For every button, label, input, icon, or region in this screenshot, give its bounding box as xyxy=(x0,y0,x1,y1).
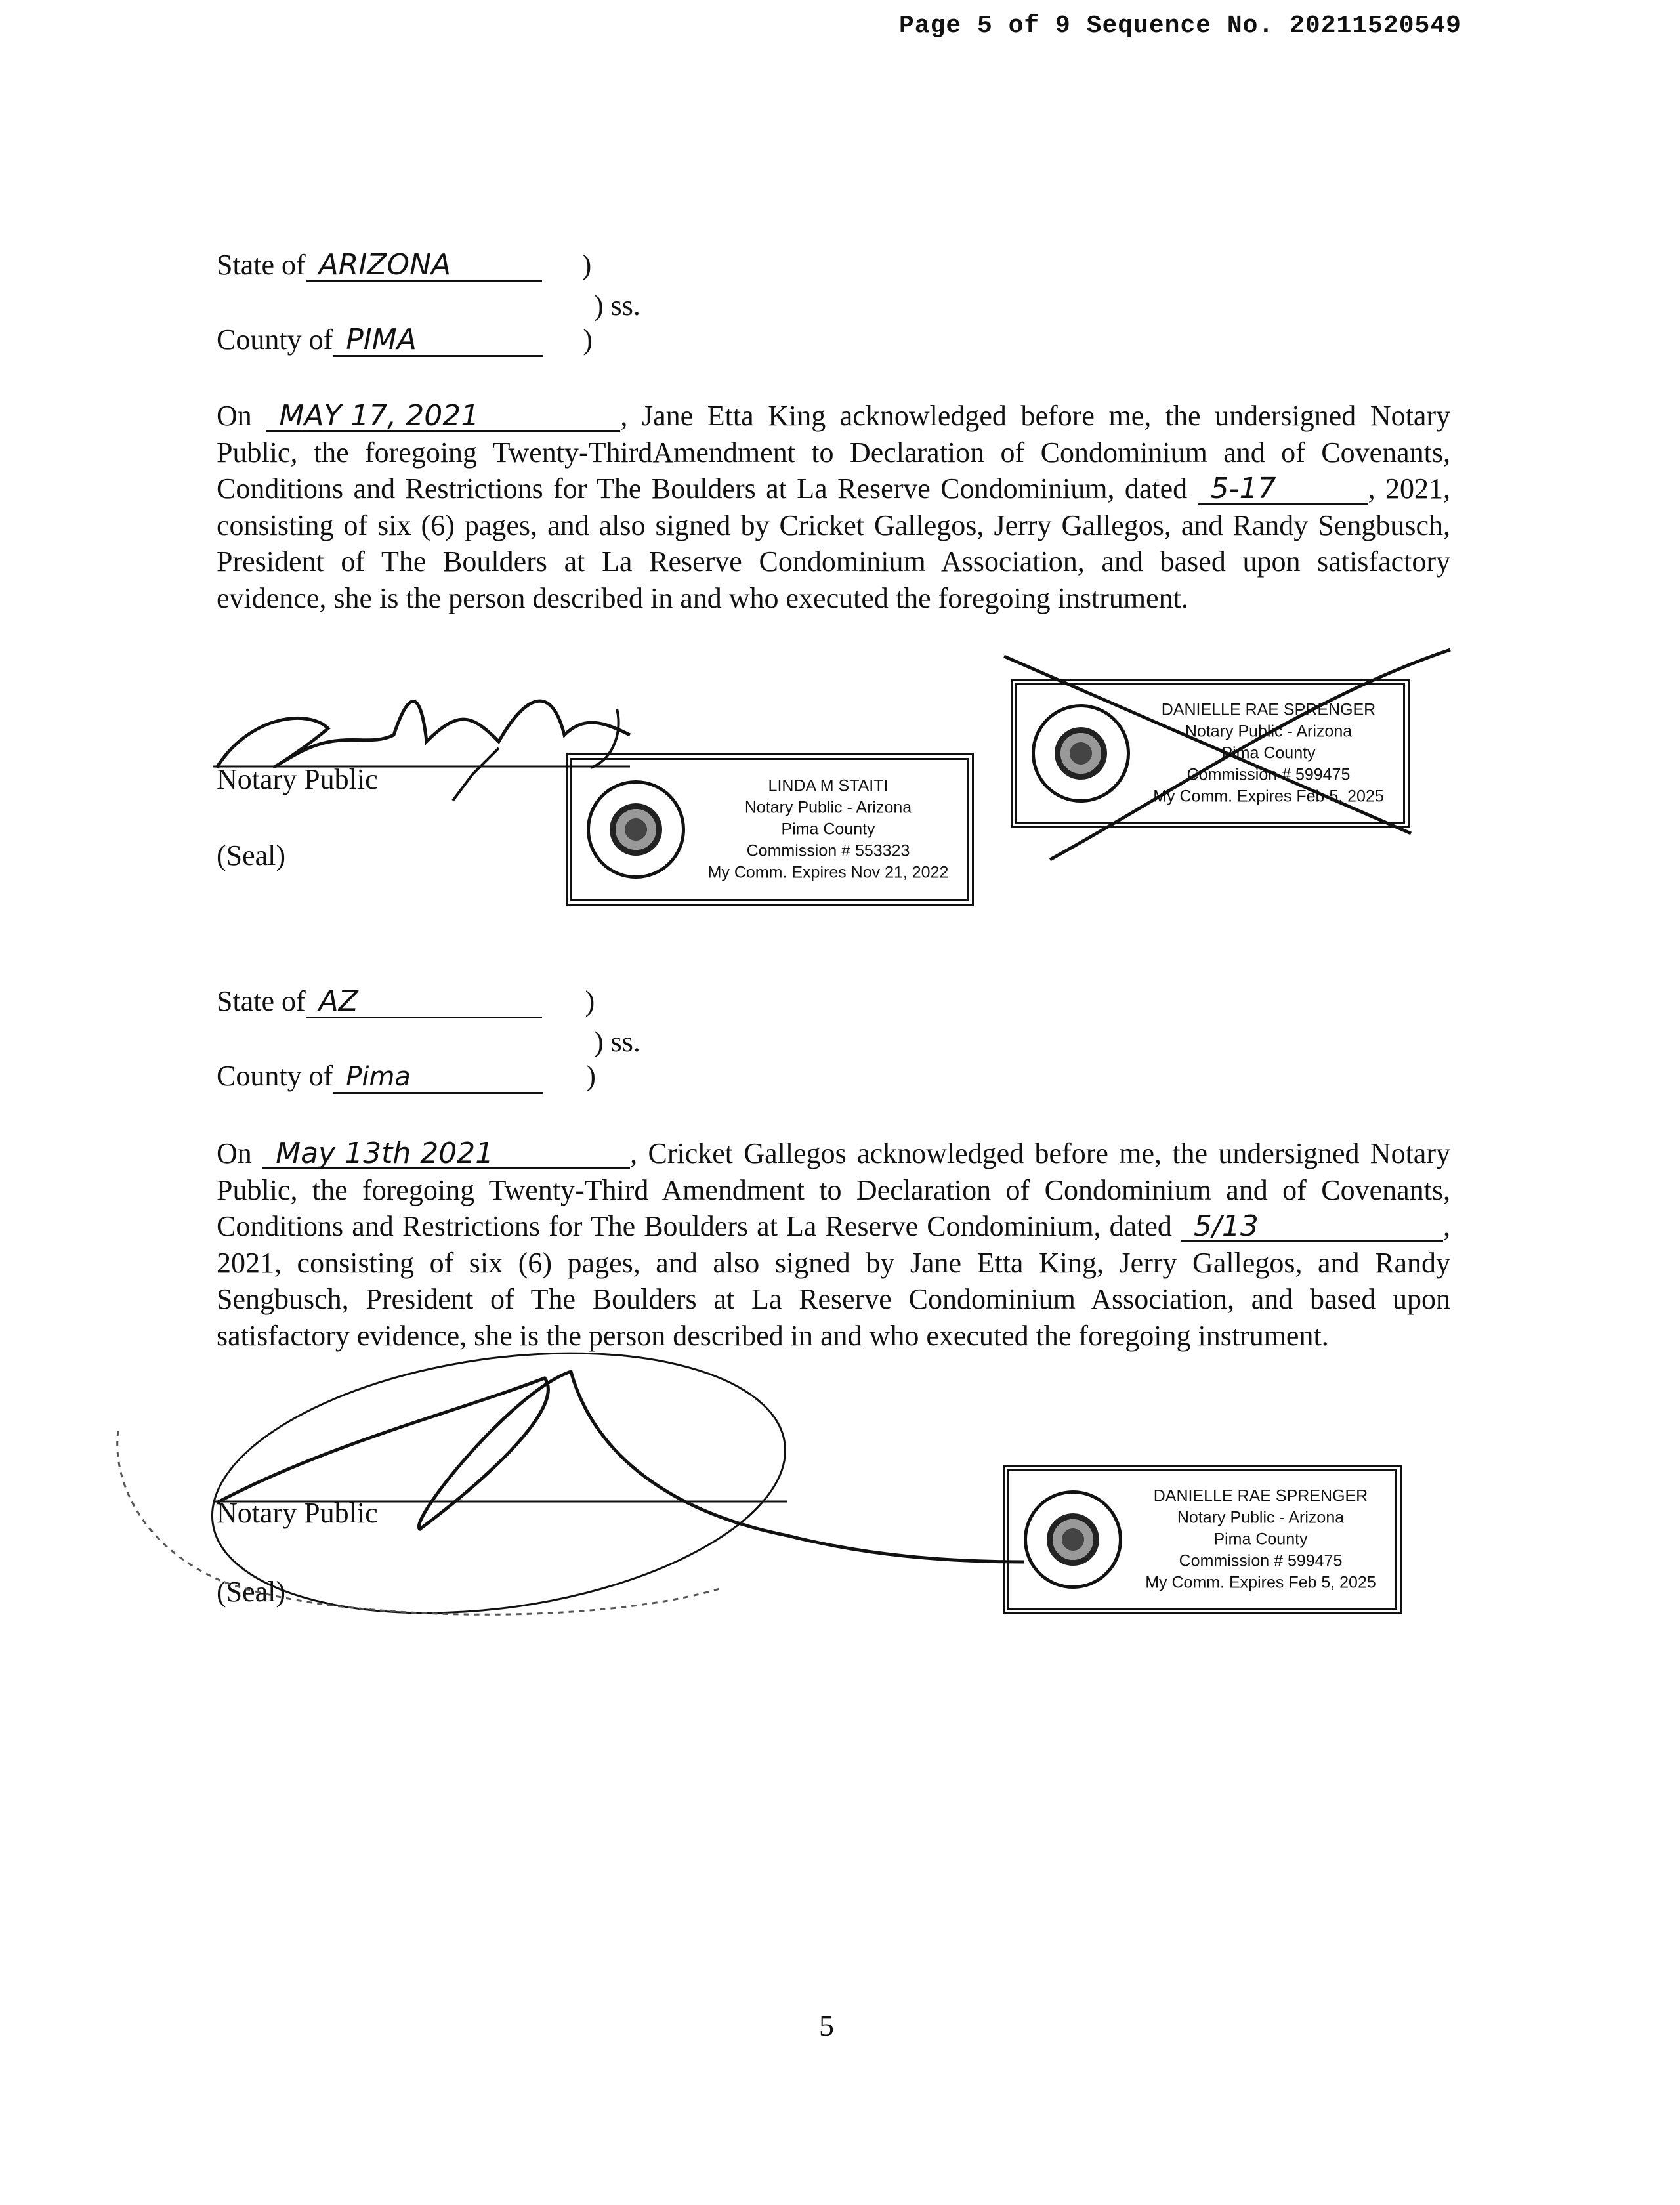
paren: ) xyxy=(581,249,592,281)
state-value: AZ xyxy=(306,984,542,1018)
county-label: County of xyxy=(217,1060,333,1092)
page-number: 5 xyxy=(819,2009,834,2042)
on-label: On xyxy=(217,1137,252,1169)
stamp-text: LINDA M STAITI Notary Public - Arizona Pima County Commission # 553323 My Comm. Expires Nov 21, 2022 xyxy=(707,776,949,882)
state-label: State of xyxy=(217,249,306,281)
county-line-1 xyxy=(217,323,593,357)
seal-label-1: (Seal) xyxy=(217,839,286,872)
county-value: Pima xyxy=(333,1060,543,1094)
dated-value: 5/13 xyxy=(1181,1211,1443,1242)
state-label: State of xyxy=(217,985,306,1017)
paragraph-text-a: , Cricket Gallegos acknowledged before me, the undersigned Notary Public, the foregoing Twenty-Third Amendment to Declaration of Condominium and of Covenants, Conditions and Restrictions for The Boulders at La Reserve Condominium, dated xyxy=(217,1137,1450,1242)
state-value: ARIZONA xyxy=(306,248,542,282)
dated-value: 5-17 xyxy=(1198,473,1368,505)
notary-stamp-staiti xyxy=(566,753,974,906)
notary-public-label-1: Notary Public xyxy=(217,763,378,795)
paren: ) xyxy=(583,324,593,356)
great-seal-icon xyxy=(587,780,685,879)
acknowledgment-paragraph-2 xyxy=(217,1135,1450,1354)
date-value: MAY 17, 2021 xyxy=(266,400,620,432)
notary-public-label-2: Notary Public xyxy=(217,1497,378,1529)
ss-label: ) ss. xyxy=(594,1026,640,1058)
date-value: May 13th 2021 xyxy=(262,1138,630,1169)
paren: ) xyxy=(585,985,595,1017)
on-label: On xyxy=(217,400,252,432)
paragraph-text-b: , 2021, consisting of six (6) pages, and also signed by Cricket Gallegos, Jerry Gallegos, and Randy Sengbusch, President of The Boulders at La Reserve Condominium Association, and based upon satisfactory evidence, she is the person described in and who executed the foregoing instrument. xyxy=(217,472,1451,614)
stamp-text: DANIELLE RAE SPRENGER Notary Public - Arizona Pima County Commission # 599475 My Comm. Expires Feb 5, 2025 xyxy=(1153,700,1384,806)
paragraph-text-a: , Jane Etta King acknowledged before me, the undersigned Notary Public, the foregoing Twenty-ThirdAmendment to Declaration of Condominium and of Covenants, Conditions and Restrictions for The Boulders at La Reserve Condominium, dated xyxy=(217,400,1451,505)
seal-label-2: (Seal) xyxy=(217,1576,286,1608)
notary-stamp-sprenger xyxy=(1003,1465,1402,1614)
county-value: PIMA xyxy=(333,323,543,357)
state-line-1 xyxy=(217,248,591,282)
county-label: County of xyxy=(217,324,333,356)
paren: ) xyxy=(586,1060,596,1092)
ss-label: ) ss. xyxy=(594,289,640,322)
acknowledgment-paragraph-1 xyxy=(217,398,1450,616)
county-line-2 xyxy=(217,1059,596,1094)
page-header: Page 5 of 9 Sequence No. 20211520549 xyxy=(899,12,1461,40)
state-line-2 xyxy=(217,984,595,1018)
paragraph-text-b: , 2021, consisting of six (6) pages, and also signed by Jane Etta King, Jerry Gallegos, and Randy Sengbusch, President of The Boulders at La Reserve Condominium Association, and based upon satisfactory evidence, she is the person described in and who executed the foregoing instrument. xyxy=(217,1210,1451,1352)
great-seal-icon xyxy=(1024,1490,1122,1589)
stamp-text: DANIELLE RAE SPRENGER Notary Public - Arizona Pima County Commission # 599475 My Comm. Expires Feb 5, 2025 xyxy=(1145,1486,1376,1592)
great-seal-icon xyxy=(1032,704,1130,803)
notary-stamp-sprenger-crossed-out xyxy=(1011,679,1410,828)
